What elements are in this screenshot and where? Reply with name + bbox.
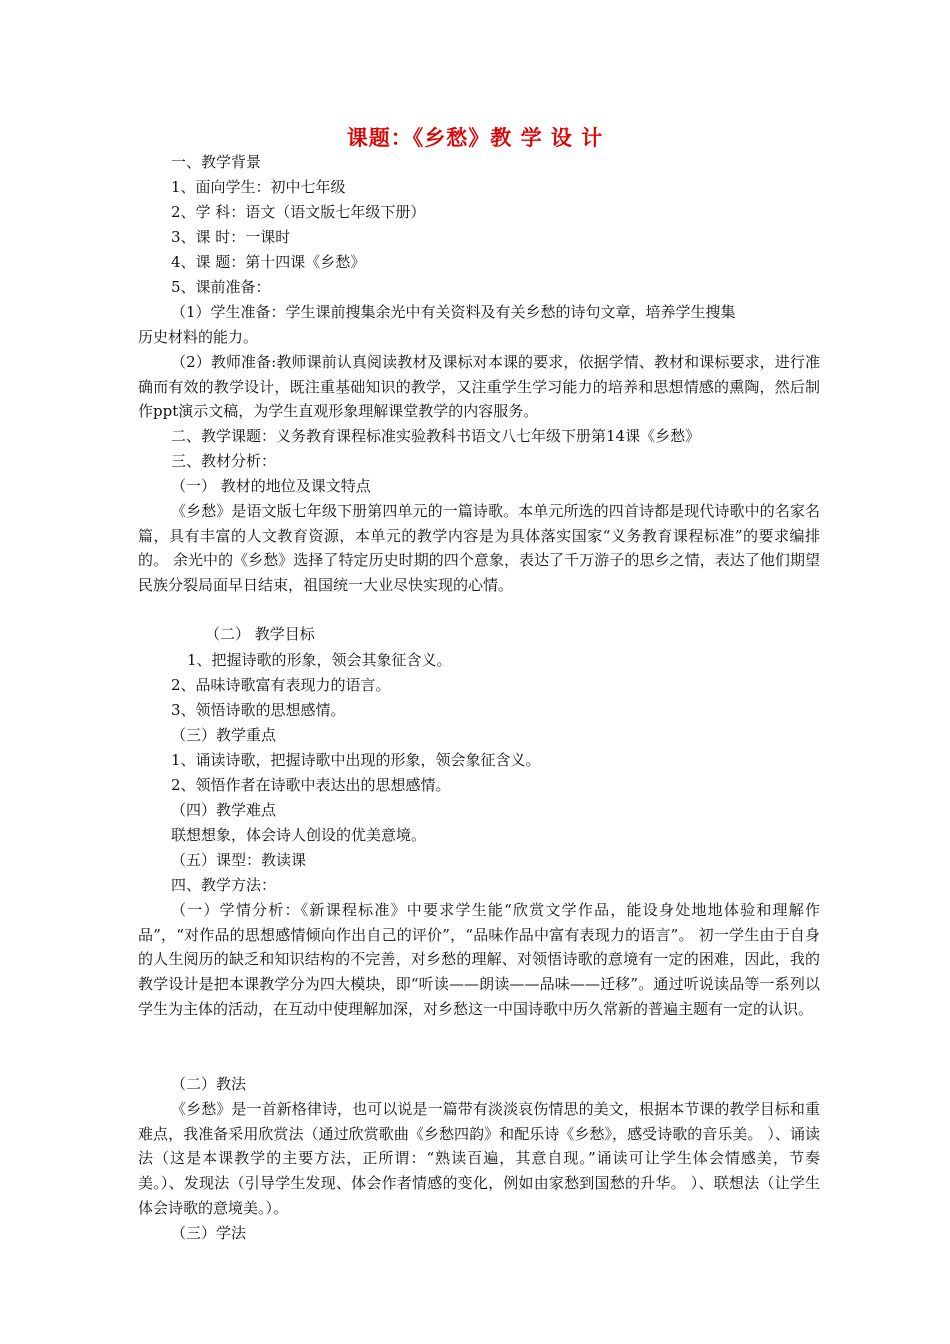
list-item: 1、把握诗歌的形象，领会其象征含义。 xyxy=(187,651,452,669)
paragraph: （一）学情分析：《新课程标准》中要求学生能“欣赏文学作品，能设身处地地体验和理解作品”，“对作品的思想感情倾向作出自己的评价”，“品味作品中富有表现力的语言”。 初一学生由于自身的人生阅历的缺乏和知识结构的不完善，对乡愁的理解、对领悟诗歌的意境有一定的困难，因此，我的教学设计是把本课教学分为四大模块，即“听读——朗读——品味——迁移”。通过听说读品等一系列以学生为主体的活动，在互动中使理解加深，对乡愁这一中国诗歌中历久常新的普遍主题有一定的认识。 xyxy=(138,901,820,1018)
section-heading: 一、教学背景 xyxy=(171,153,262,171)
list-item: 2、品味诗歌富有表现力的语言。 xyxy=(171,676,391,694)
text-line: （1）学生准备：学生课前搜集余光中有关资料及有关乡愁的诗句文章，培养学生搜集 xyxy=(171,303,736,321)
subsection-heading: （二）教法 xyxy=(171,1075,247,1093)
paragraph: 《乡愁》是一首新格律诗，也可以说是一篇带有淡淡哀伤情思的美文，根据本节课的教学目标和重难点，我准备采用欣赏法（通过欣赏歌曲《乡愁四韵》和配乐诗《乡愁》，感受诗歌的音乐美。 ）、诵读法（这是本课教学的主要方法，正所谓：“熟读百遍，其意自现。”诵读可让学生体会情感美，节奏美。）、发现法（引导学生发现、体会作者情感的变化，例如由家愁到国愁的升华。 ）、联想法（让学生体会诗歌的意境美。）。 xyxy=(138,1100,820,1217)
text-line: 2、学 科：语文（语文版七年级下册） xyxy=(171,203,426,221)
paragraph: （2）教师准备:教师课前认真阅读教材及课标对本课的要求，依据学情、教材和课标要求，进行准确而有效的教学设计，既注重基础知识的教学，又注重学生学习能力的培养和思想情感的熏陶，然后制作ppt演示文稿，为学生直观形象理解课堂教学的内容服务。 xyxy=(138,353,820,421)
text-line: 4、课 题：第十四课《乡愁》 xyxy=(171,253,366,271)
subsection-heading: （三）学法 xyxy=(171,1224,247,1242)
subsection-heading: （五）课型：教读课 xyxy=(171,851,307,869)
text-line: 5、课前准备： xyxy=(171,278,271,296)
list-item: 3、领悟诗歌的思想感情。 xyxy=(171,701,346,719)
subsection-heading: （三）教学重点 xyxy=(171,726,277,744)
text-line: 3、课 时：一课时 xyxy=(171,228,291,246)
paragraph: 《乡愁》是语文版七年级下册第四单元的一篇诗歌。本单元所选的四首诗都是现代诗歌中的名家名篇，具有丰富的人文教育资源，本单元的教学内容是为具体落实国家“义务教育课程标准”的要求编排的。 余光中的《乡愁》选择了特定历史时期的四个意象，表达了千万游子的思乡之情，表达了他们期望民族分裂局面早日结束，祖国统一大业尽快实现的心情。 xyxy=(138,502,820,595)
section-heading: 四、教学方法： xyxy=(171,876,277,894)
text-line: 历史材料的能力。 xyxy=(138,328,259,346)
section-heading: 三、教材分析： xyxy=(171,452,277,470)
subsection-heading: （四）教学难点 xyxy=(171,801,277,819)
section-heading: 二、教学课题：义务教育课程标准实验教科书语文八七年级下册第14课《乡愁》 xyxy=(171,427,701,445)
list-item: 2、领悟作者在诗歌中表达出的思想感情。 xyxy=(171,776,451,794)
subsection-heading: （二） 教学目标 xyxy=(205,625,315,643)
document-title: 课题：《乡愁》教 学 设 计 xyxy=(346,125,604,150)
list-item: 1、诵读诗歌，把握诗歌中出现的形象，领会象征含义。 xyxy=(171,751,541,769)
text-line: 1、面向学生：初中七年级 xyxy=(171,178,346,196)
subsection-heading: （一） 教材的地位及课文特点 xyxy=(171,477,371,495)
text-line: 联想想象，体会诗人创设的优美意境。 xyxy=(171,826,427,844)
